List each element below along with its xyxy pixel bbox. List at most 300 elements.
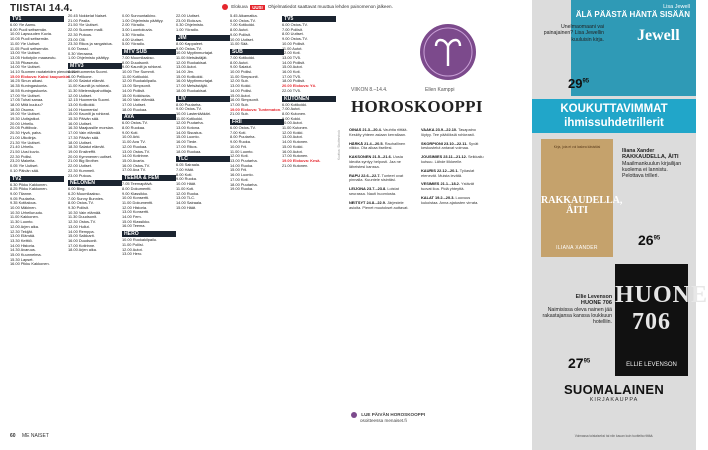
book1-author: Lisa Jewell [663, 4, 690, 10]
book3-cover-author: ELLIE LEVENSON [626, 362, 677, 368]
program-line: 6.00 Bing. [68, 186, 86, 192]
book3-price: $27^{95}$ [568, 355, 591, 371]
program-line: 10.00 Ruokakilpailu. [122, 237, 158, 243]
program-line: 17.00 Koti. [230, 176, 249, 182]
channel-header: TV2 [10, 176, 64, 182]
program-line: 10.00 Frii. [230, 143, 248, 149]
program-line: 16.00 Autot. [282, 148, 303, 154]
book2-cover-author: ILIANA XANDER [556, 245, 598, 251]
program-line: 14.00 Poliisit. [122, 87, 146, 93]
channel-header: LIV [176, 96, 230, 102]
legend [222, 4, 393, 10]
program-line: 12.00 Koti. [282, 50, 301, 56]
program-line: 9.35 Kotitalous. [10, 200, 37, 206]
program-line: 10.00 Myytinmurtajat. [176, 50, 214, 56]
program-line: 13.00 Kotona. [176, 125, 201, 131]
channel-header: TV1 [10, 16, 64, 22]
book2-price: $26^{95}$ [638, 232, 661, 248]
horoscope-entry [421, 196, 484, 206]
program-line: 9.00 Klassikko. [122, 190, 149, 196]
program-line: 8.00 Ostos-TV. [68, 200, 94, 206]
program-line: 23.00 Putous. [68, 172, 93, 178]
program-line: 10.00 Lapsuuden Kuvia. [10, 31, 52, 37]
program-line: 15.00 Klassikko. [122, 218, 151, 224]
program-line: 12.00 Ruoka. [176, 190, 200, 196]
program-line: 13.00 TV5. [282, 54, 301, 60]
program-line: 15.00 Avarta. [122, 157, 145, 163]
program-line: 12.00 Sub. [230, 78, 249, 84]
program-line: 9.30 Poliisit. [68, 205, 89, 211]
horoscope-entry [421, 155, 484, 165]
sign-text: Vauhtia riittää. Keskity yhteen asiaan kerrallaan. [349, 127, 408, 137]
program-line: 18.00 Poliisit. [282, 78, 306, 84]
program-line: 5.45 Aikamatka. [230, 13, 258, 18]
program-line: 11.00 Kotikokki. [122, 73, 150, 79]
program-line: 11.00 Poliisi. [122, 241, 144, 247]
program-line: 13.00 Autot. [176, 64, 197, 70]
program-line: 17.00 Yle Uutiset. [10, 92, 41, 98]
program-line: 14.00 Kotirinne. [122, 153, 150, 159]
program-line: 11.00 Autot. [282, 45, 303, 51]
program-line: 6.30 Pikku Kakkonen. [10, 181, 48, 187]
program-line: 18.30 Osuma. [10, 106, 35, 112]
program-line: 7.05 Teemapäivä. [122, 181, 153, 187]
program-line: 10.30 Vain elämää. [68, 209, 102, 215]
sign-text: Uusia ideoita syntyy helposti. Jaa ne läheistesi kanssa. [349, 154, 403, 169]
program-line: 11.00 Sää. [230, 41, 249, 47]
program-line: 22.30 Putous. [68, 31, 93, 37]
book3-blurb: Naimisissa oleva nainen jää rakastajansa kanssa loukkuun hotelliin. [542, 306, 612, 326]
program-line: 14.00 Sisustus. [176, 129, 203, 135]
program-line: 13.00 Kokki. [230, 83, 252, 89]
program-line: 21.00 Kutonen. [282, 162, 309, 168]
program-line: 15.00 Autot. [282, 64, 303, 70]
side-caption: Kuvitus: Shutterstock [337, 130, 341, 160]
program-line: 20.00 Urheilu. [10, 120, 35, 126]
program-line: 16.00 Luonto. [230, 172, 254, 178]
program-line: 22.00 Uutiset. [68, 163, 93, 169]
program-line: 11.00 Ava TV. [122, 139, 146, 145]
program-line: 13.00 Yle Uutiset. [10, 50, 41, 56]
program-line: 15.00 Autot. [230, 92, 251, 98]
book2-text [622, 148, 690, 180]
sign-text: Luovuus kukoistaa. Anna ajatusten virrata. [421, 194, 479, 205]
program-line: 19.30 Uutisjatkot. [10, 116, 41, 122]
program-line: 8.00 Kappaleet. [176, 40, 204, 46]
program-line: 6.00 Yle Aamu. [10, 22, 37, 27]
program-line: 10.30 Urheiluruutu. [10, 209, 44, 215]
program-line: 11.00 Luonto. [230, 148, 254, 154]
program-line: 8.00 Ruokaa. [122, 125, 146, 131]
program-line: 14.00 Remppa. [68, 228, 95, 234]
program-line: 9.00 Kokki. [282, 115, 302, 121]
program-line: 14.00 Ruoka. [230, 162, 254, 168]
book1-cover-name: Jewell [637, 27, 680, 44]
program-line: 13.00 Hero. [122, 251, 143, 257]
program-line: 21.40 Urheilu. [10, 144, 35, 150]
program-line: 14.00 Fem. [122, 214, 142, 220]
program-line: 11.00 Kakkonen. [10, 214, 39, 220]
book-cover-1 [571, 0, 696, 96]
ad-headline: KOUKUTTAVIMMAT ihmissuhdetrillerit [532, 99, 696, 133]
program-line: 10.00 Uutiset. [230, 36, 255, 42]
program-line: 23.20 Makeita. [10, 158, 36, 164]
program-line: 1.00 Ohjelmisto päättyy. [68, 55, 110, 61]
program-line: 14.10 Suomen rautateiden pienoiskuva. [10, 69, 79, 75]
program-line: 8.00 Puutarha. [230, 134, 256, 140]
book1-title: ÄLÄ PÄÄSTÄ HÄNTÄ SISÄÄN [575, 10, 690, 19]
program-line: 8.00 Duudsonit. [122, 59, 150, 65]
program-line: 9.00 Ruoka. [176, 176, 197, 182]
store-brand-sub: KIRJAKAUPPA [589, 397, 639, 403]
program-line: 12.00 Uutiset. [68, 92, 93, 98]
program-line: 9.00 Ostos-TV. [176, 106, 202, 112]
program-line: 18.30 Salatut elämät. [68, 144, 105, 150]
program-line: 11.00 Yle Uutiset. [10, 40, 41, 46]
program-line: 17.00 Kotirinne. [68, 242, 96, 248]
program-line: 14.00 Yle Uutiset. [10, 64, 41, 70]
horoscope-title: HOROSKOOPPI [351, 97, 483, 116]
program-line: 21.30 Yle Uutiset. [10, 139, 41, 145]
channel-header: TLC [176, 156, 230, 162]
program-line: 16.30 Maajussille morsian. [68, 125, 115, 131]
program-line: 6.15 Huomenta Suomi. [68, 69, 108, 75]
program-line: 0.30 Vieraana. [68, 50, 94, 56]
page-number: 60 [10, 433, 16, 439]
horoscope-badge-icon [351, 412, 357, 418]
program-line: 6.00 Ostos-TV. [122, 120, 148, 126]
sign-text: Järjestele asioita. Pienet muutokset auttavat. [349, 199, 409, 210]
book-cover-2 [541, 139, 623, 257]
program-line: 11.00 Kutonen. [282, 125, 309, 131]
program-line: 16.35 Kuningaskunta. [10, 83, 48, 89]
program-line: 18.00 Arjen aika. [68, 247, 97, 253]
program-line: 18.00 Ruokaa. [122, 106, 148, 112]
program-line: 15.00 Kotikokki. [176, 73, 204, 79]
program-line: 15.30 Lapset. [10, 256, 34, 262]
program-line: 16.55 Kuningaskunta. [10, 87, 48, 93]
channel-header: NELONEN [68, 180, 122, 186]
program-line: 14.00 Kutonen. [282, 139, 309, 145]
program-line: 7.00 Muumilaakso. [122, 54, 155, 60]
horoscope-entry [349, 128, 412, 138]
channel-header: JIM [176, 35, 230, 41]
program-line: 8.00 Autot. [230, 59, 249, 65]
program-line: 0.00 Tanssi. [68, 45, 89, 51]
zodiac-sign-illustration [420, 24, 476, 80]
program-line: 14.00 Sairaala. [176, 199, 203, 205]
program-line: 17.30 Päivän sää. [68, 134, 100, 140]
program-line: 8.00 Dokumentti. [122, 185, 152, 191]
sign-name: VAAKA 23.9.–22.10. [421, 127, 459, 132]
program-line: 6.00 Ostos-TV. [230, 17, 256, 23]
channel-header: SUB [230, 49, 284, 55]
program-line: 12.00 Ruokakisat. [176, 59, 208, 65]
program-line: 13.00 Kotikokki. [68, 101, 96, 107]
store-brand: SUOMALAINEN [563, 382, 665, 397]
program-line: 15.00 Häät. [176, 204, 197, 210]
book-cover-3 [615, 264, 708, 376]
tv-column [282, 14, 336, 429]
legend-note: Ohjelmatiedot saattavat muuttua lehden painomenon jälkeen. [267, 4, 393, 10]
book2-cover-title: RAKKAUDELLA, ÄITI [541, 195, 623, 216]
program-line: 15.00 Kuunnelma. [10, 252, 42, 258]
program-line: 16.00 Koti. [282, 69, 301, 75]
program-line: 20.05 Pulttiboiz. [10, 125, 38, 131]
sign-name: OINAS 21.3.–20.4. [349, 127, 383, 132]
program-line: 10.00 Konsertti. [122, 195, 150, 201]
program-line: 16.00 Teema. [122, 223, 146, 229]
program-line: 7.00 Kotikokki. [230, 54, 256, 60]
sign-text: Ystävät tuovat iloa. Pidä yhteyttä. [421, 181, 474, 192]
program-line: 9.05 Puutarha. [10, 195, 36, 201]
horoscope-entry [349, 142, 412, 152]
cta-sub: osoitteessa menaiset.fi [360, 418, 407, 423]
program-line: 13.00 Elämää. [10, 233, 36, 239]
program-line: 11.30 Duudsonit. [68, 214, 98, 220]
program-line: 0.00 Sunnuntaikino. [122, 13, 157, 18]
program-line: 17.00 Rikos. [176, 143, 198, 149]
program-line: 3.00 Luontokuvia. [122, 27, 153, 33]
program-line: 9.00 Salatut. [230, 64, 252, 70]
program-line: 13.00 Simpsonit. [122, 83, 151, 89]
program-line: 9.00 Koti. [122, 129, 139, 135]
program-line: 16.00 Tiede. [176, 139, 198, 145]
program-line: 20.00 Elokuva: Yö. [282, 83, 317, 89]
program-line: 11.00 Dokumentti. [122, 199, 154, 205]
book3-cover-title: HUONE 706 [615, 282, 708, 335]
program-line: 13.00 Konsertti. [122, 209, 150, 215]
program-line: 7.00 Häät. [176, 166, 194, 172]
channel-header: HERO [122, 231, 176, 237]
new-pill: UUSI [252, 4, 263, 10]
program-line: 17.00 Vain elämää. [68, 130, 102, 136]
program-line: 12.00 Arjen aika. [10, 223, 39, 229]
program-line: 10.00 Arki. [122, 134, 141, 140]
program-line: 13.00 Hullut. [68, 223, 90, 229]
horoscope-column-right [421, 128, 484, 210]
program-line: 8.00 Koti. [176, 171, 193, 177]
program-line: 15.00 Elokuva: Kaksi kaupunkia. [10, 73, 70, 79]
program-line: 21.00 Ulkolinja. [10, 134, 37, 140]
program-line: 7.00 Poliisit. [282, 26, 303, 32]
program-line: 15.00 Frii. [230, 167, 248, 173]
horoscope-entry [349, 174, 412, 184]
sign-name: JOUSIMIES 23.11.–21.12. [421, 154, 468, 160]
program-line: 10.00 Poliisit. [282, 40, 306, 46]
program-line: 9.00 Ostos-TV. [282, 36, 308, 42]
program-line: 10.00 Lastenlääkäri. [176, 110, 212, 116]
program-line: 20.45 Nokkelat Naiset. [68, 13, 108, 18]
cta-text: LUE PÄIVÄN HOROSKOOPPI [361, 412, 426, 418]
horoscope-week: VIIKON 8.–14.4. [351, 87, 388, 93]
program-line: 11.05 Puoli seitsemän. [10, 45, 50, 51]
program-line: 14.00 Historia. [10, 242, 36, 248]
program-line: 15.00 Kokki. [282, 143, 304, 149]
program-line: 20.30 Hyvä, paha. [10, 130, 42, 136]
program-line: 22.00 Uutiset. [176, 13, 201, 18]
channel-header: TEEMA & FEM [122, 175, 176, 181]
program-line: 13.30 Keittiö. [10, 237, 33, 243]
tv-column [68, 14, 122, 429]
program-line: 0.05 Yle Uutiset. [10, 163, 39, 169]
book2-blurb: Maailmankuulun kirjailijan kuolema ei lannistu. Pelottava trilleri. [622, 160, 682, 180]
program-line: 12.30 Tekijät. [10, 228, 33, 234]
program-line: 19.00 Elokuva: Kesä. [282, 157, 321, 163]
program-line: 18.00 Mitä kuuluu? [10, 101, 43, 107]
program-line: 13.35 Pikaseutu. [10, 59, 39, 65]
program-line: 23.00 Elokuva. [176, 17, 202, 23]
program-line: 0.30 Ohjelmisto. [176, 22, 205, 28]
program-line: 12.00 Koti. [230, 153, 249, 159]
program-line: 10.00 Salatut elämät. [68, 78, 105, 84]
program-line: 12.00 Historia. [122, 204, 148, 210]
program-line: 8.00 Uutiset. [282, 31, 304, 37]
sign-name: KAURIS 22.12.–20.1. [421, 167, 460, 173]
channel-header: AVA [122, 114, 176, 120]
program-line: 12.00 Ruokaa. [122, 143, 148, 149]
program-line: 16.25 Sinun aikasi. [10, 78, 43, 84]
program-line: 12.15 Huomenta Suomi. [68, 97, 110, 103]
program-line: 11.00 Kauniit ja rohkeat. [68, 83, 110, 89]
tv-column [122, 14, 176, 429]
program-line: 10.00 Mäkinen. [10, 205, 37, 211]
program-line: 12.00 Kokki. [282, 129, 304, 135]
sign-name: NEITSYT 24.8.–22.9. [349, 199, 388, 205]
program-line: 15.00 Kauniit ja rohkeat. [68, 111, 110, 117]
sign-text: Loistat seurassa. Nauti huomiosta. [349, 186, 399, 196]
program-line: 12.00 Autot. [122, 246, 143, 252]
program-line: 9.00 Ruoka. [230, 139, 251, 145]
sign-name: RAPU 22.6.–22.7. [349, 172, 382, 178]
program-line: 17.05 Tuhat sanaa. [10, 97, 44, 103]
sign-name: HÄRKÄ 21.4.–20.5. [349, 140, 385, 146]
program-line: 17.00 TV5. [282, 73, 301, 79]
program-line: 9.00 Ostos-TV. [176, 45, 202, 51]
program-line: 12.00 Puutarha. [176, 120, 204, 126]
program-line: 20.00 Kymmenen uutiset. [68, 153, 113, 159]
program-line: 6.00 Ostos-TV. [282, 22, 308, 27]
program-line: 17.00 Ava TV. [122, 167, 146, 173]
program-line: 13.05 Hoitotyön maaseutu. [10, 54, 57, 60]
program-line: 0.10 Päivän sää. [10, 167, 39, 173]
program-line: 6.05 Sairaala. [176, 162, 201, 168]
horoscope-entry [421, 142, 484, 152]
sign-text: Rauhallinen viikko. Ota aikaa itsellesi. [349, 140, 406, 151]
program-line: 17.00 Metsästäjät. [176, 83, 208, 89]
horoscope-column-left [349, 128, 412, 214]
sign-text: Syvät keskustelut antavat voimaa. [421, 140, 479, 151]
program-line: 9.00 Tilanne. [10, 190, 33, 196]
program-line: 7.00 Kotikokki. [230, 22, 256, 28]
program-line: 14.00 Jim. [176, 69, 194, 75]
program-line: 16.00 Ostos-TV. [122, 162, 150, 168]
channel-header: MTV3 [68, 63, 122, 69]
program-line: 16.00 Vain elämää. [122, 97, 156, 103]
aries-icon [420, 24, 476, 80]
program-line: 19.00 Yle Uutiset. [10, 111, 41, 117]
program-line: 7.00 Sunny Bunnies. [68, 195, 104, 201]
book2-cover-sub: Kirja, jota et voi laskea käsistäsi [553, 145, 601, 149]
program-line: 14.00 Huomenta! [68, 106, 98, 112]
program-line: 15.00 Luonto. [176, 134, 200, 140]
ad-footer: Voimassa toistaiseksi tai niin kauan kuin tuotteita riittää. [574, 434, 654, 438]
tv-column [176, 14, 230, 429]
program-line: 8.00 Autot. [230, 27, 249, 33]
program-line: 18.00 Uutiset. [68, 139, 93, 145]
program-line: 16.00 Duudsonit. [68, 237, 98, 243]
horoscope-entry [349, 201, 412, 211]
program-line: 13.00 TLC. [176, 195, 196, 201]
program-line: 13.00 Autot. [282, 134, 303, 140]
book1-price: $29^{95}$ [568, 76, 590, 91]
program-line: 4.00 Uutiset. [122, 36, 144, 42]
horoscope-entry [349, 187, 412, 197]
program-line: 19.00 Elokuva: Tuntematon. [230, 106, 282, 112]
program-line: 10.00 Poliisi. [230, 69, 253, 75]
horoscope-author: Ellen Kamppi [425, 87, 455, 93]
book3-text [540, 294, 612, 326]
sign-text: Seikkailu kutsuu. Lähde liikkeelle. [421, 154, 484, 164]
program-line: 2.00 Yöradio. [122, 22, 146, 28]
program-line: 8.00 Puoli seitsemän. [10, 26, 48, 32]
sign-text: Tunteet ovat pinnalla. Kuuntele sisintäsi. [349, 172, 404, 183]
program-line: 16.00 Simpsonit. [230, 97, 259, 103]
program-line: 11.30 Mielensäpahoittaja. [68, 87, 113, 93]
program-line: 22.00 Suomen malli. [68, 27, 104, 33]
program-line: 11.00 Metsästäjät. [176, 54, 208, 60]
program-line: 16.00 Uutiset. [68, 120, 93, 126]
program-line: 22.00 TV5. [282, 87, 301, 93]
program-line: 1.00 Yöradio. [176, 27, 200, 33]
program-line: 9.00 Poliisit. [230, 31, 251, 37]
program-line: 8.00 Kutonen. [282, 110, 307, 116]
program-line: 1.00 Ohjelmisto päättyy. [122, 17, 164, 23]
sign-name: KAKSONEN 21.5.–21.6. [349, 154, 393, 160]
page-footer [10, 433, 49, 439]
program-line: 21.50 Yle Uutiset. [68, 22, 99, 28]
program-line: 6.20 Muumilaakso. [68, 190, 101, 196]
sign-name: KALAT 19.2.–20.3. [421, 194, 456, 200]
horoscope-entry [421, 182, 484, 192]
program-line: 15.30 Päivän sää. [68, 116, 100, 122]
program-line: 21.50 Uusi kuvio. [10, 148, 40, 154]
channel-header: TV5 [282, 16, 336, 22]
program-line: 11.30 Luonto. [10, 219, 34, 225]
program-line: 11.00 Koti. [176, 185, 195, 191]
book1-blurb: Unelmaomaani vai painajainen? Lisa Jewellin kuuluisin kirja. [543, 24, 604, 43]
program-line: 21.00 Big Brother. [68, 158, 100, 164]
program-line: 17.00 Uutiset. [122, 101, 147, 107]
program-line: 18.00 Ruokaa. [176, 148, 202, 154]
program-line: 7.00 Autot. [282, 106, 301, 112]
sign-name: LEIJONA 23.7.–23.8. [349, 186, 388, 192]
program-line: 16.00 Pikku Kakkonen. [10, 261, 50, 267]
tv-column [230, 14, 284, 429]
program-line: 14.00 Poliisi. [230, 87, 253, 93]
program-line: 22.30 Poliisi. [10, 153, 33, 159]
program-line: 12.00 Ruokakilpailu. [122, 78, 158, 84]
program-line: 5.00 Yöradio. [122, 41, 146, 47]
program-line: 9.00 Kauniit ja rohkeat. [122, 64, 162, 70]
program-line: 14.00 Poliisit. [282, 59, 306, 65]
program-line: 10.00 Häät. [176, 181, 197, 187]
program-line: 10.00 The Summit. [122, 69, 155, 75]
channel-header: MTV SUB [122, 49, 176, 55]
horoscope-entry [421, 169, 484, 179]
horoscope-cta [351, 412, 425, 423]
legend-ball-label: Elokuva [231, 4, 248, 10]
